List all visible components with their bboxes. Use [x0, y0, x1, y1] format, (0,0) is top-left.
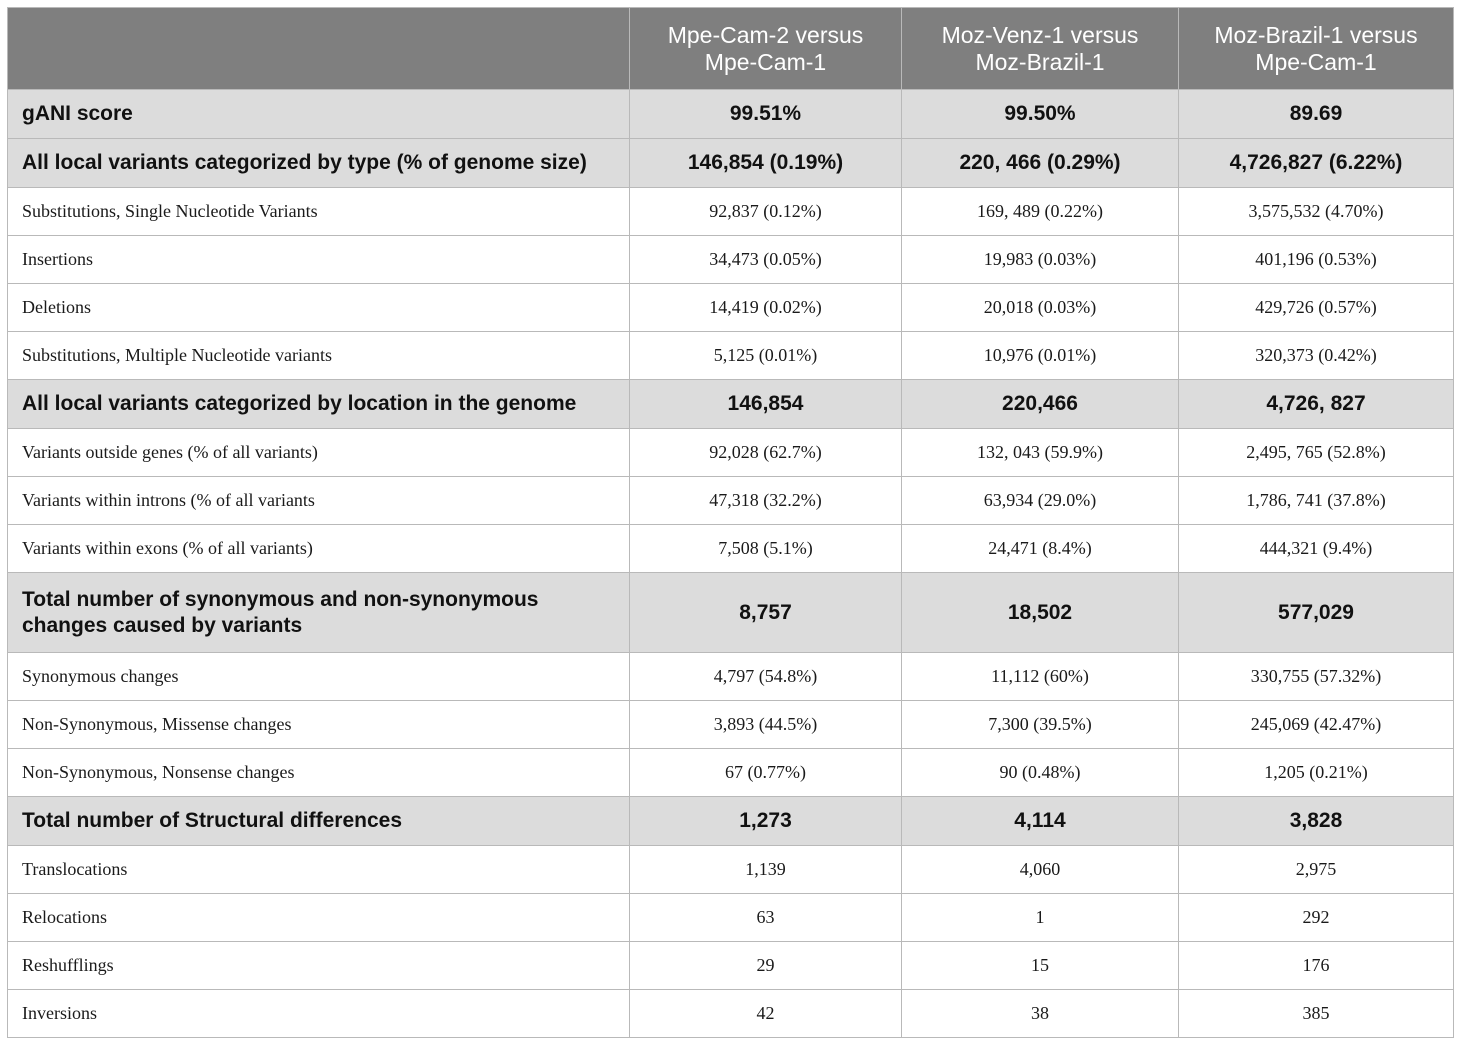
row-value: 10,976 (0.01%)	[902, 332, 1179, 380]
table-row	[8, 188, 1454, 236]
row-value: 42	[630, 990, 902, 1038]
table-row	[8, 477, 1454, 525]
table-row	[8, 525, 1454, 573]
row-value: 245,069 (42.47%)	[1179, 701, 1454, 749]
row-value: 444,321 (9.4%)	[1179, 525, 1454, 573]
header-line: Mpe-Cam-2 versus	[667, 21, 864, 48]
row-label: gANI score	[8, 90, 630, 139]
header-moz-brazil-1-vs-mpe-cam-1	[1179, 8, 1454, 90]
row-value: 385	[1179, 990, 1454, 1038]
table-row	[8, 894, 1454, 942]
table-group-row	[8, 797, 1454, 846]
row-label: Translocations	[8, 846, 630, 894]
row-value: 47,318 (32.2%)	[630, 477, 902, 525]
table-row	[8, 701, 1454, 749]
table-row	[8, 749, 1454, 797]
row-value: 67 (0.77%)	[630, 749, 902, 797]
row-label: Total number of Structural differences	[8, 797, 630, 846]
row-value: 320,373 (0.42%)	[1179, 332, 1454, 380]
table-row	[8, 846, 1454, 894]
row-value: 7,300 (39.5%)	[902, 701, 1179, 749]
row-label: Variants within introns (% of all variants	[8, 477, 630, 525]
row-value: 7,508 (5.1%)	[630, 525, 902, 573]
table-header	[8, 8, 1454, 90]
table-row	[8, 990, 1454, 1038]
row-value: 577,029	[1179, 573, 1454, 653]
row-value: 99.50%	[902, 90, 1179, 139]
row-value: 1,205 (0.21%)	[1179, 749, 1454, 797]
row-value: 63	[630, 894, 902, 942]
row-value: 99.51%	[630, 90, 902, 139]
table-group-row	[8, 573, 1454, 653]
table-row	[8, 429, 1454, 477]
table-row	[8, 284, 1454, 332]
row-label: Total number of synonymous and non-synonymous changes caused by variants	[8, 573, 630, 653]
table-row	[8, 236, 1454, 284]
row-label: All local variants categorized by location in the genome	[8, 380, 630, 429]
header-row	[8, 8, 1454, 90]
row-value: 1,139	[630, 846, 902, 894]
table-body	[8, 90, 1454, 1038]
genome-comparison-table	[7, 7, 1454, 1038]
table-row	[8, 653, 1454, 701]
row-label: Inversions	[8, 990, 630, 1038]
table-group-row	[8, 139, 1454, 188]
row-value: 176	[1179, 942, 1454, 990]
row-value: 132, 043 (59.9%)	[902, 429, 1179, 477]
row-value: 429,726 (0.57%)	[1179, 284, 1454, 332]
row-label: All local variants categorized by type (% of genome size)	[8, 139, 630, 188]
row-value: 2,495, 765 (52.8%)	[1179, 429, 1454, 477]
row-value: 8,757	[630, 573, 902, 653]
row-label: Non-Synonymous, Nonsense changes	[8, 749, 630, 797]
header-mpe-cam-2-vs-mpe-cam-1	[630, 8, 902, 90]
row-value: 3,893 (44.5%)	[630, 701, 902, 749]
comparison-table-container	[7, 7, 1453, 1038]
row-value: 29	[630, 942, 902, 990]
row-value: 4,114	[902, 797, 1179, 846]
header-line: Moz-Venz-1 versus	[941, 21, 1139, 48]
row-value: 14,419 (0.02%)	[630, 284, 902, 332]
row-value: 92,028 (62.7%)	[630, 429, 902, 477]
row-value: 63,934 (29.0%)	[902, 477, 1179, 525]
row-value: 4,797 (54.8%)	[630, 653, 902, 701]
row-value: 92,837 (0.12%)	[630, 188, 902, 236]
row-value: 146,854 (0.19%)	[630, 139, 902, 188]
row-value: 34,473 (0.05%)	[630, 236, 902, 284]
row-value: 4,060	[902, 846, 1179, 894]
row-value: 18,502	[902, 573, 1179, 653]
row-value: 146,854	[630, 380, 902, 429]
row-label: Variants outside genes (% of all variants)	[8, 429, 630, 477]
row-value: 3,575,532 (4.70%)	[1179, 188, 1454, 236]
row-value: 90 (0.48%)	[902, 749, 1179, 797]
row-label: Deletions	[8, 284, 630, 332]
header-line: Mpe-Cam-1	[1255, 48, 1377, 75]
row-value: 20,018 (0.03%)	[902, 284, 1179, 332]
row-value: 11,112 (60%)	[902, 653, 1179, 701]
row-label: Substitutions, Multiple Nucleotide variants	[8, 332, 630, 380]
row-value: 89.69	[1179, 90, 1454, 139]
row-value: 24,471 (8.4%)	[902, 525, 1179, 573]
row-value: 292	[1179, 894, 1454, 942]
row-label: Non-Synonymous, Missense changes	[8, 701, 630, 749]
header-line: Moz-Brazil-1	[975, 48, 1105, 75]
table-row	[8, 942, 1454, 990]
row-value: 1,273	[630, 797, 902, 846]
row-value: 15	[902, 942, 1179, 990]
row-value: 5,125 (0.01%)	[630, 332, 902, 380]
row-label: Synonymous changes	[8, 653, 630, 701]
row-value: 2,975	[1179, 846, 1454, 894]
row-value: 169, 489 (0.22%)	[902, 188, 1179, 236]
row-label: Insertions	[8, 236, 630, 284]
table-group-row	[8, 90, 1454, 139]
row-value: 38	[902, 990, 1179, 1038]
row-value: 220, 466 (0.29%)	[902, 139, 1179, 188]
row-label: Substitutions, Single Nucleotide Variants	[8, 188, 630, 236]
header-line: Moz-Brazil-1 versus	[1214, 21, 1418, 48]
row-value: 4,726, 827	[1179, 380, 1454, 429]
row-value: 1,786, 741 (37.8%)	[1179, 477, 1454, 525]
header-moz-venz-1-vs-moz-brazil-1	[902, 8, 1179, 90]
row-value: 220,466	[902, 380, 1179, 429]
table-row	[8, 332, 1454, 380]
table-group-row	[8, 380, 1454, 429]
row-value: 3,828	[1179, 797, 1454, 846]
row-label: Reshufflings	[8, 942, 630, 990]
header-empty-cell	[8, 8, 630, 90]
row-value: 1	[902, 894, 1179, 942]
row-value: 330,755 (57.32%)	[1179, 653, 1454, 701]
row-value: 19,983 (0.03%)	[902, 236, 1179, 284]
row-value: 401,196 (0.53%)	[1179, 236, 1454, 284]
header-line: Mpe-Cam-1	[704, 48, 827, 75]
row-label: Variants within exons (% of all variants)	[8, 525, 630, 573]
row-value: 4,726,827 (6.22%)	[1179, 139, 1454, 188]
row-label: Relocations	[8, 894, 630, 942]
